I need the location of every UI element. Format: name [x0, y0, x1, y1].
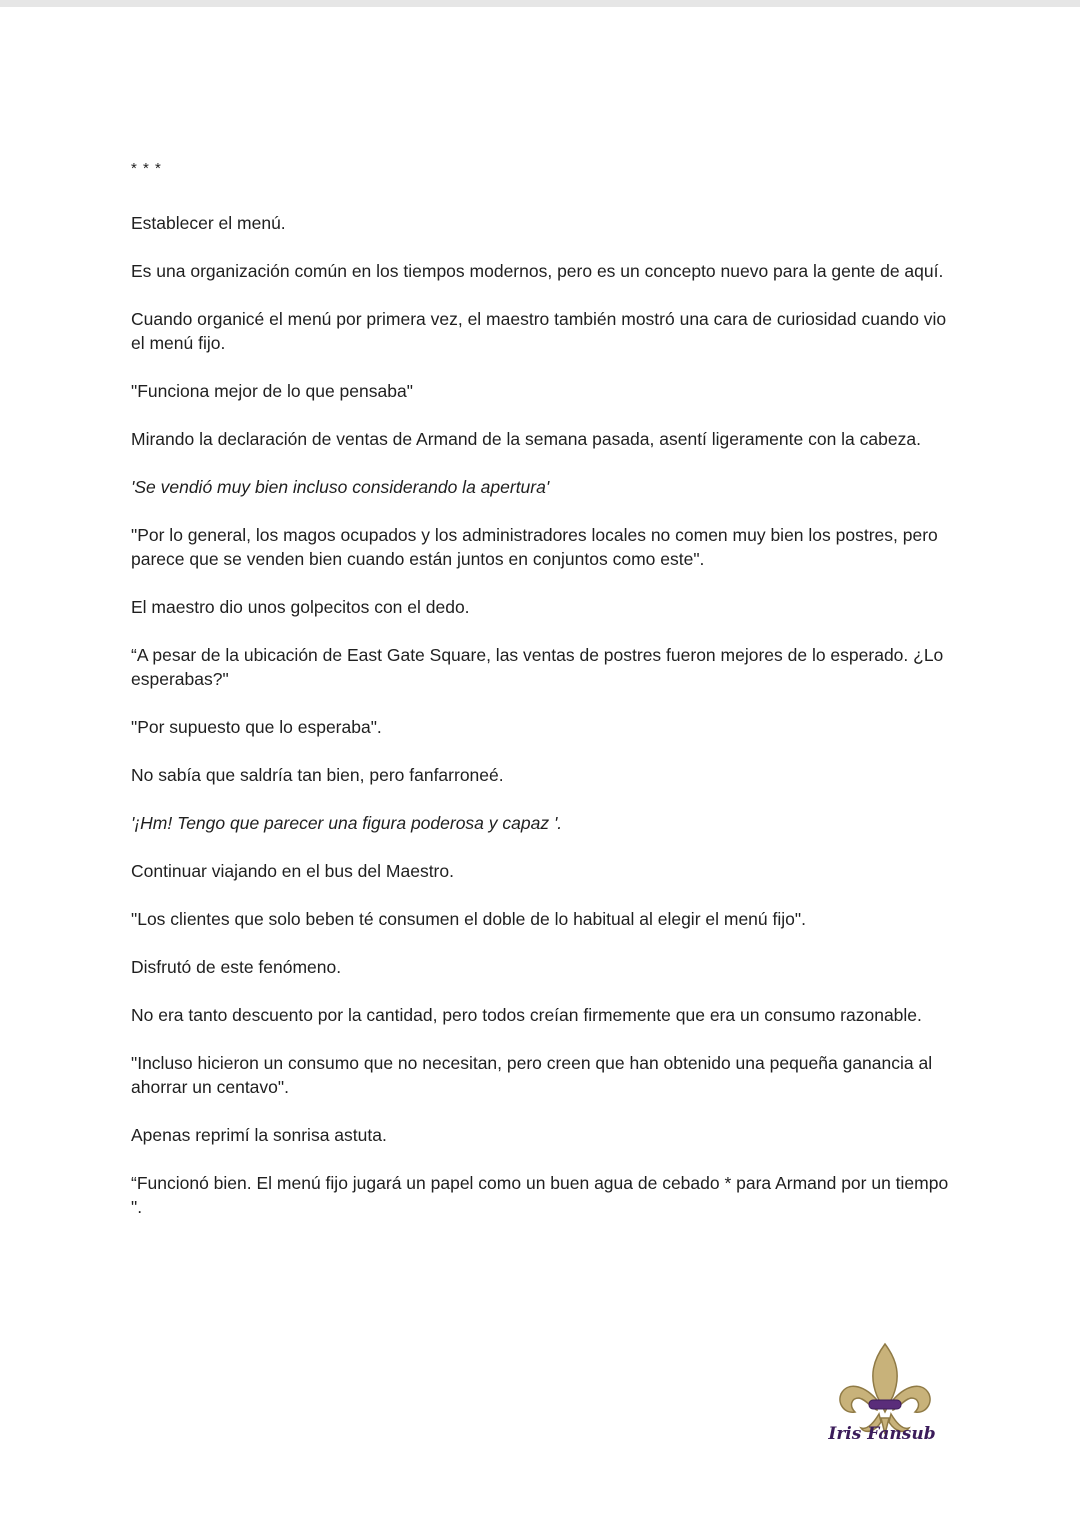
paragraph: “A pesar de la ubicación de East Gate Square, las ventas de postres fueron mejores de lo esperado. ¿Lo esperabas?": [131, 645, 949, 689]
paragraph-list: [131, 211, 961, 1219]
paragraph: Mirando la declaración de ventas de Armand de la semana pasada, asentí ligeramente con la cabeza.: [131, 429, 921, 449]
paragraph: Continuar viajando en el bus del Maestro.: [131, 861, 454, 881]
paragraph: Es una organización común en los tiempos modernos, pero es un concepto nuevo para la gente de aquí.: [131, 261, 944, 281]
document-page: [131, 159, 961, 1243]
paragraph: Establecer el menú.: [131, 213, 286, 233]
paragraph: '¡Hm! Tengo que parecer una figura poderosa y capaz '.: [131, 813, 563, 833]
paragraph: No era tanto descuento por la cantidad, pero todos creían firmemente que era un consumo razonable.: [131, 1005, 922, 1025]
paragraph: "Incluso hicieron un consumo que no necesitan, pero creen que han obtenido una pequeña ganancia al ahorrar un centavo".: [131, 1053, 937, 1097]
paragraph: Cuando organicé el menú por primera vez, el maestro también mostró una cara de curiosidad cuando vio el menú fijo.: [131, 309, 952, 353]
paragraph: Apenas reprimí la sonrisa astuta.: [131, 1125, 387, 1145]
paragraph: "Los clientes que solo beben té consumen el doble de lo habitual al elegir el menú fijo".: [131, 909, 806, 929]
top-border: [0, 0, 1080, 7]
scene-separator: * * *: [131, 160, 162, 177]
paragraph: "Por supuesto que lo esperaba".: [131, 717, 382, 737]
paragraph: "Funciona mejor de lo que pensaba": [131, 381, 413, 401]
paragraph: No sabía que saldría tan bien, pero fanfarroneé.: [131, 765, 504, 785]
paragraph: "Por lo general, los magos ocupados y los administradores locales no comen muy bien los postres, pero parece que se venden bien cuando están juntos en conjuntos como este".: [131, 525, 943, 569]
watermark-label: Iris Fansub: [828, 1424, 936, 1444]
paragraph: 'Se vendió muy bien incluso considerando la apertura': [131, 477, 550, 497]
paragraph: El maestro dio unos golpecitos con el dedo.: [131, 597, 470, 617]
paragraph: Disfrutó de este fenómeno.: [131, 957, 342, 977]
paragraph: “Funcionó bien. El menú fijo jugará un papel como un buen agua de cebado * para Armand por un tiempo ".: [131, 1173, 954, 1217]
